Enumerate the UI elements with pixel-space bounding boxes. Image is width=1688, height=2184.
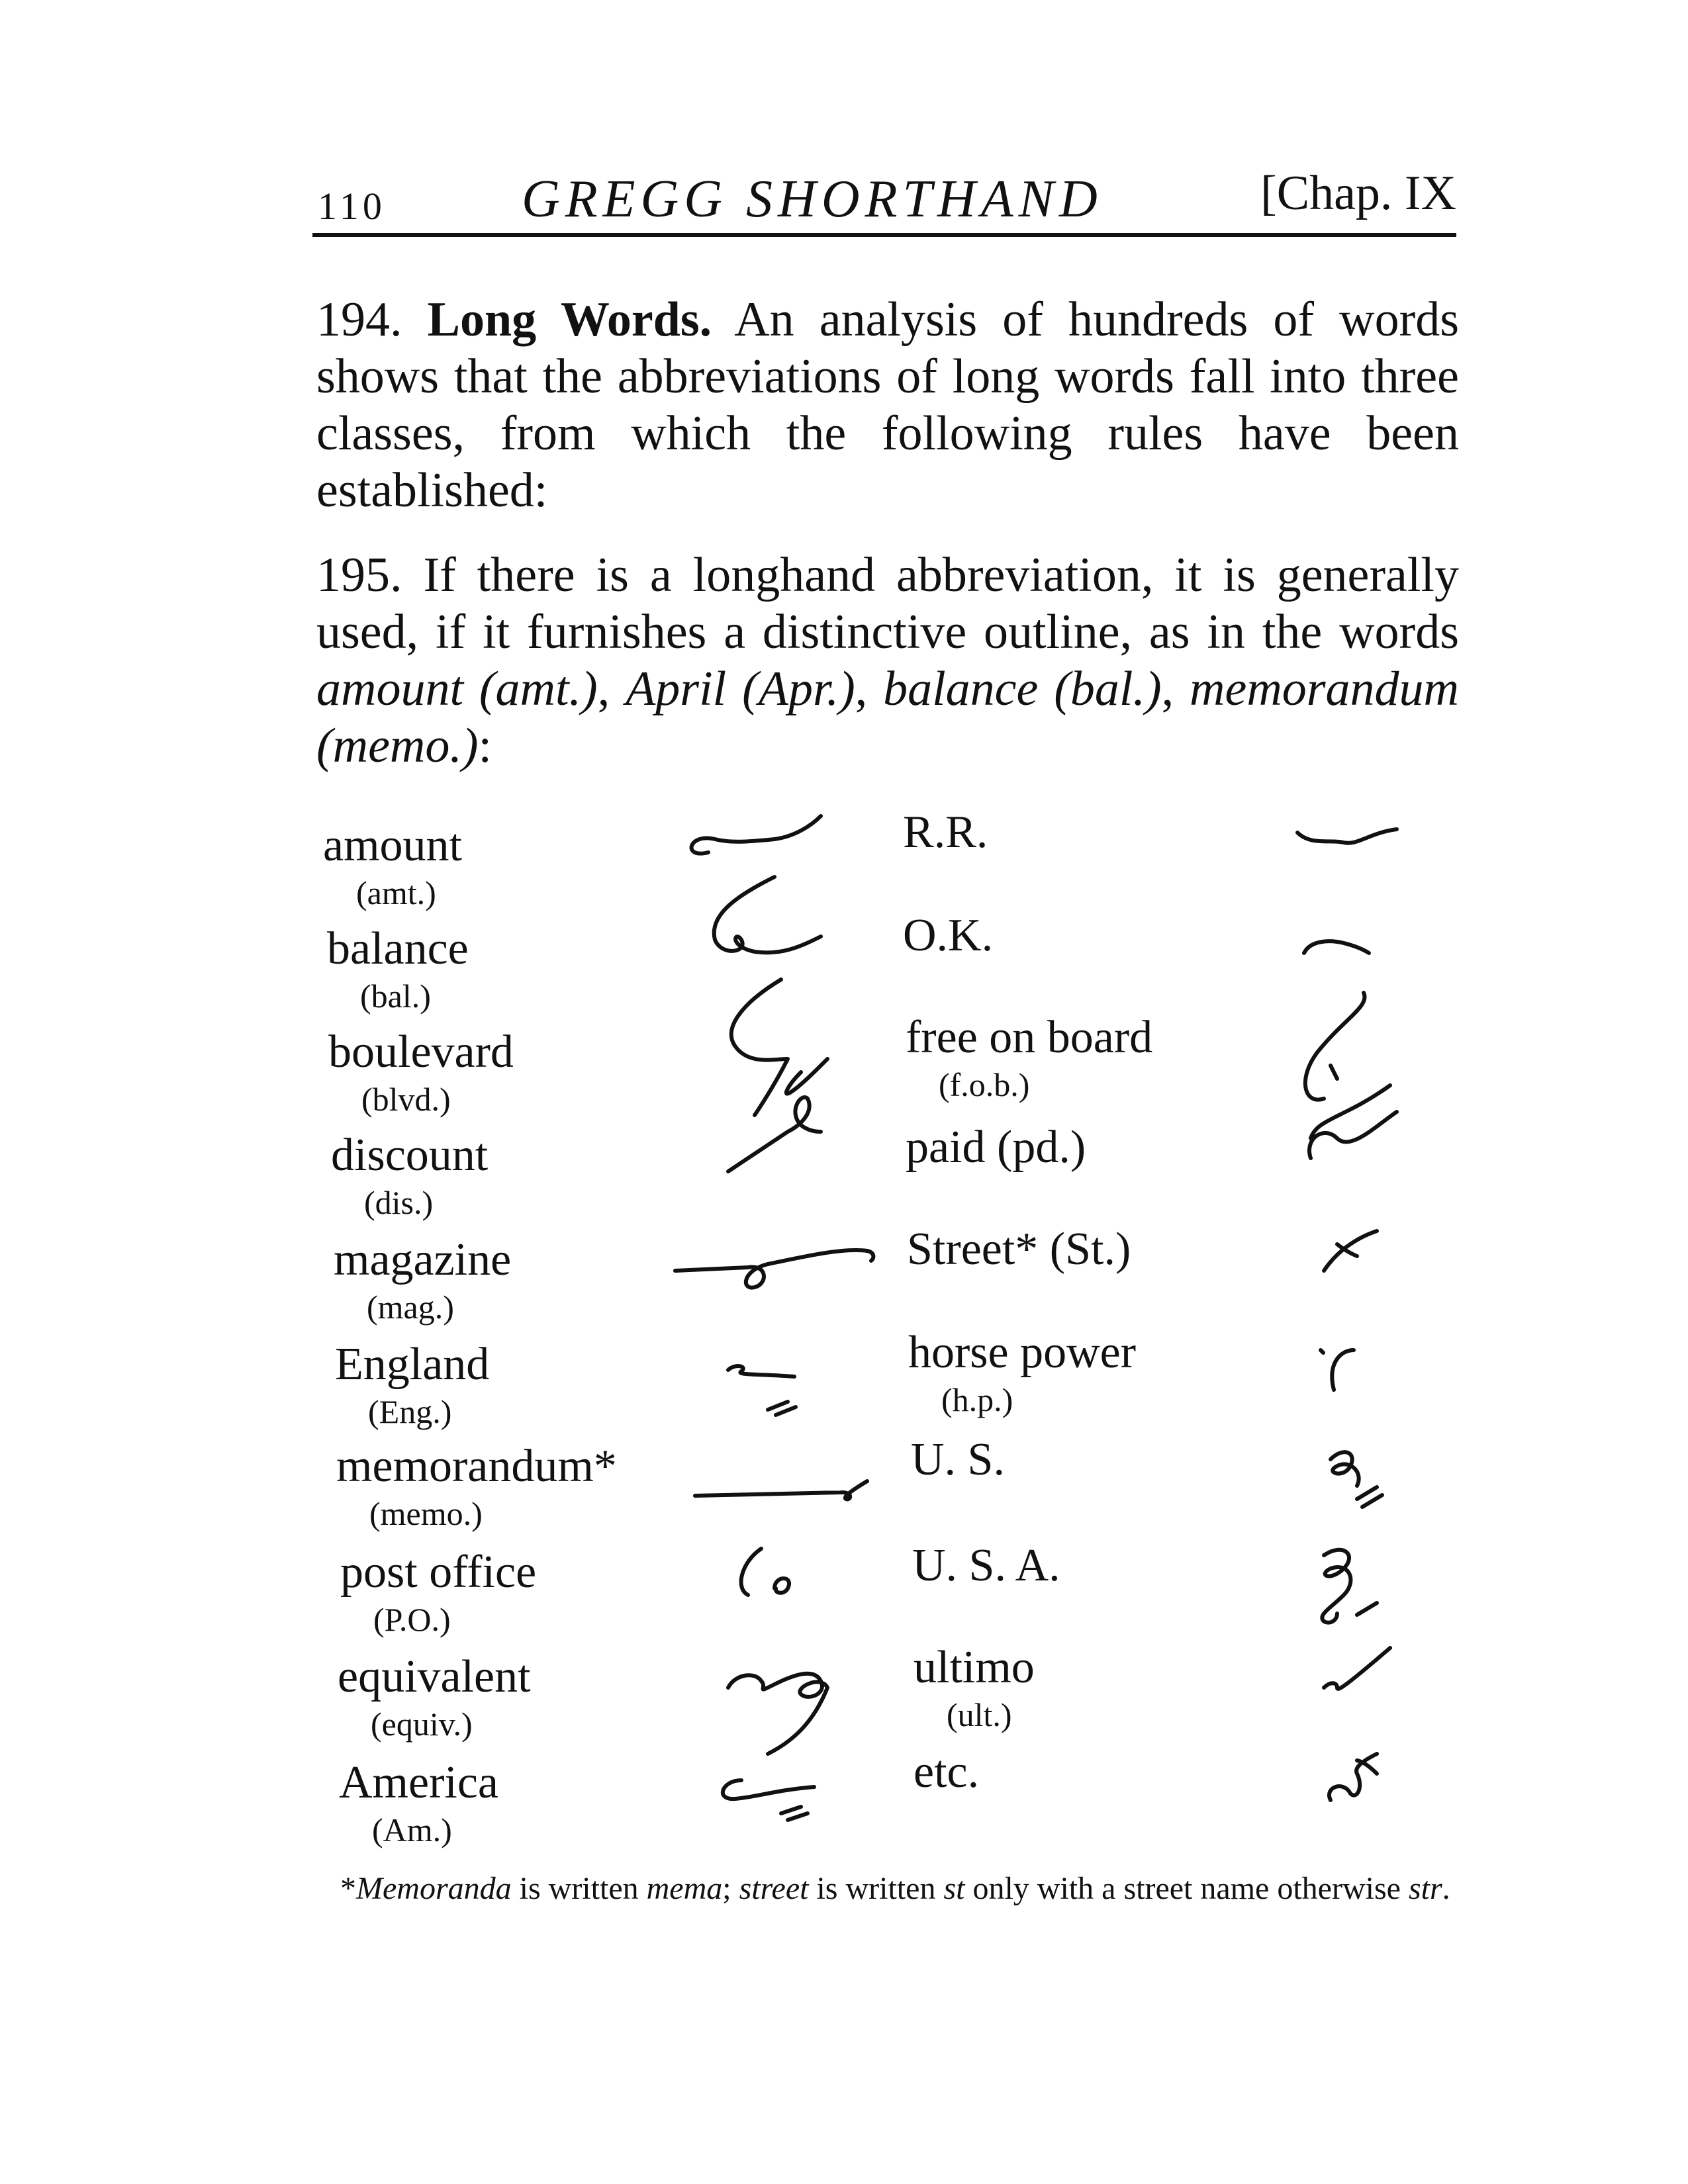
running-title: GREGG SHORTHAND [522,170,1103,228]
shorthand-outline-memorandum [688,1463,874,1516]
list-item [906,1121,1086,1174]
list-item [906,1011,1152,1105]
entry-word: O.K. [903,910,994,961]
paragraph-text: , [597,662,626,716]
entry-word: ultimo [914,1642,1035,1693]
paragraph-number: 194. [316,293,402,347]
page-number: 110 [318,185,386,228]
list-item [338,1651,531,1745]
entry-abbreviation: (mag.) [367,1289,454,1326]
shorthand-outline-england [722,1357,854,1423]
paragraph-195 [316,547,1459,774]
shorthand-outline-etc [1317,1747,1390,1813]
paragraph-number: 195. [316,548,402,602]
entry-word: U. S. [911,1434,1005,1485]
shorthand-outline-us [1311,1439,1390,1519]
entry-word: post office [340,1547,537,1598]
list-item [340,1546,536,1640]
list-item [912,1539,1060,1592]
example-word: April (Apr.) [626,662,855,716]
footnote-italic: street [739,1871,809,1906]
entry-abbreviation: (Eng.) [368,1393,452,1430]
list-item [903,806,988,859]
list-item [908,1326,1136,1420]
entry-abbreviation: (Am.) [372,1811,452,1848]
list-item [323,819,462,913]
entry-word: magazine [334,1234,512,1285]
entry-word: memorandum* [336,1441,617,1492]
footnote-text: is written [511,1871,647,1906]
list-item [328,1026,514,1120]
shorthand-outline-ultimo [1317,1641,1397,1707]
paragraph-text: , [1161,662,1190,716]
page-header [312,164,1456,237]
entry-abbreviation: (h.p.) [941,1381,1013,1418]
entry-word: England [335,1339,490,1390]
shorthand-outline-street [1317,1224,1390,1277]
list-item [907,1223,1131,1276]
list-item [911,1433,1005,1486]
entry-abbreviation: (amt.) [356,874,436,911]
entry-word: etc. [914,1747,980,1797]
list-item [339,1756,498,1850]
entry-word: equivalent [338,1651,531,1702]
list-item [335,1338,489,1432]
entry-word: Street* (St.) [907,1224,1131,1275]
footnote-italic: st [943,1871,965,1906]
entry-abbreviation: (equiv.) [371,1706,473,1743]
paragraph-text: An analysis of hundreds of words shows that the abbreviations of long words fall into three classes, from which the following rules have been established: [316,293,1460,518]
entry-abbreviation: (memo.) [369,1495,483,1532]
paragraph-194 [316,291,1459,519]
footnote-marker: * [340,1871,356,1906]
example-word: memorandum (memo.) [316,662,1459,773]
footnote-italic: mema [646,1871,723,1906]
entry-word: horse power [908,1327,1137,1378]
footnote-text: only with a street name otherwise [964,1871,1409,1906]
entry-word: balance [327,923,469,974]
list-item [336,1440,617,1534]
list-item [914,1746,979,1799]
list-item [903,909,993,962]
entry-word: paid (pd.) [906,1122,1086,1173]
entry-word: R.R. [903,807,988,858]
example-word: balance (bal.) [883,662,1162,716]
footnote [340,1862,1479,1915]
header-rule [312,233,1456,237]
entry-word: discount [331,1130,489,1181]
shorthand-outline-horse-power [1314,1337,1367,1403]
shorthand-outline-america [708,1754,854,1833]
entry-word: free on board [906,1012,1153,1063]
shorthand-outline-magazine [669,1231,880,1297]
example-word: amount (amt.) [316,662,598,716]
shorthand-outline-usa [1304,1542,1390,1635]
shorthand-outline-ok [1297,927,1377,966]
list-item [331,1129,488,1223]
footnote-text: ; [722,1871,739,1906]
footnote-text: is written [808,1871,944,1906]
entry-abbreviation: (P.O.) [373,1601,451,1638]
entry-word: America [339,1757,498,1808]
entry-word: boulevard [328,1026,514,1077]
chapter-label: [Chap. IX [1260,166,1456,220]
shorthand-outline-equivalent [715,1648,847,1767]
footnote-italic: str [1408,1871,1442,1906]
footnote-text: . [1442,1871,1450,1906]
shorthand-outline-post-office [735,1542,814,1608]
paragraph-heading: Long Words. [427,293,712,347]
paragraph-text: If there is a longhand abbreviation, it is generally used, if it furnishes a distinctive outline, as in the words [316,548,1459,659]
entry-word: U. S. A. [912,1540,1060,1591]
shorthand-outline-rr [1291,819,1410,859]
entry-abbreviation: (bal.) [360,978,431,1015]
paragraph-text: : [478,719,492,773]
entry-abbreviation: (f.o.b.) [939,1066,1030,1103]
entry-abbreviation: (blvd.) [361,1081,451,1118]
entry-abbreviation: (dis.) [364,1184,434,1221]
shorthand-outline-amount [682,813,827,879]
shorthand-outline-balance [702,874,834,966]
shorthand-outline-discount [715,1085,847,1178]
entry-word: amount [323,820,462,871]
list-item [914,1641,1035,1735]
list-item [327,923,469,1017]
entry-abbreviation: (ult.) [947,1696,1012,1733]
list-item [334,1234,511,1328]
shorthand-outline-paid [1297,1085,1403,1171]
footnote-italic: Memoranda [356,1871,512,1906]
paragraph-text: , [855,662,884,716]
